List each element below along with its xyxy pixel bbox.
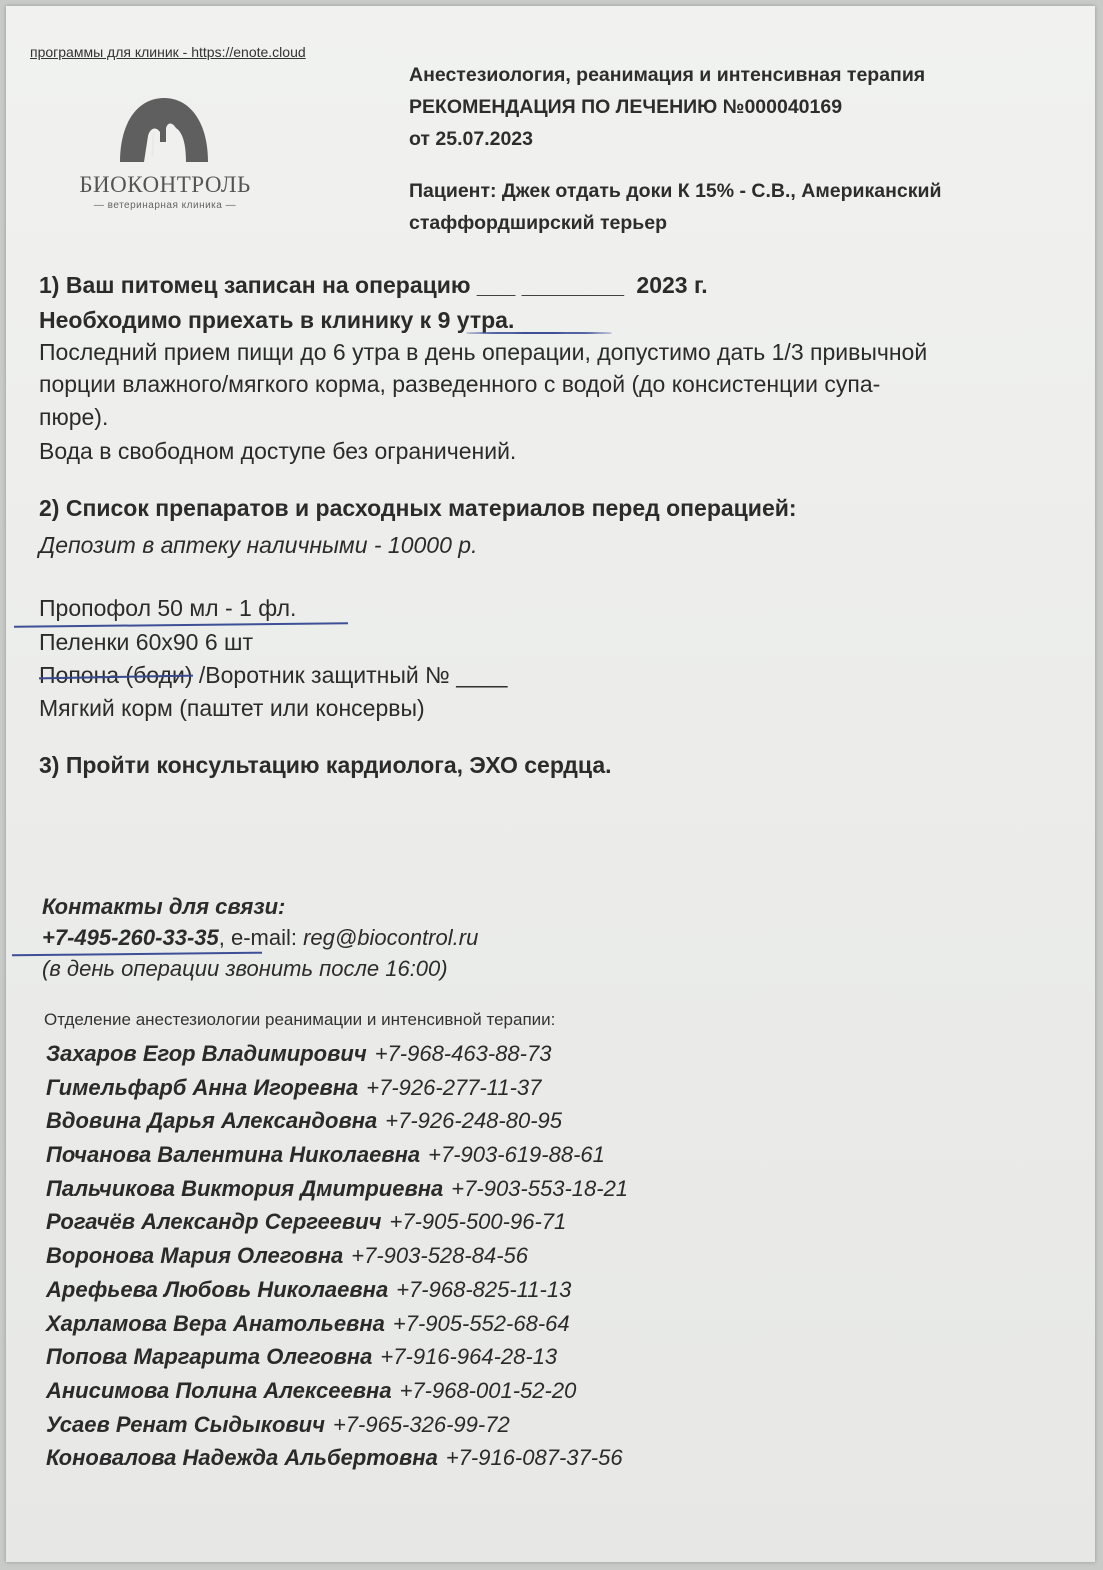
staff-name: Захаров Егор Владимирович: [46, 1041, 367, 1066]
feeding-line-2: порции влажного/мягкого корма, разведенного с водой (до консистенции супа-: [39, 371, 881, 397]
water-line: Вода в свободном доступе без ограничений.: [39, 438, 517, 464]
department-heading: Анестезиология, реанимация и интенсивная терапия: [409, 64, 926, 86]
staff-name: Анисимова Полина Алексеевна: [46, 1377, 392, 1403]
supply-collar-line: [39, 662, 507, 689]
call-note: (в день операции звонить после 16:00): [42, 956, 448, 981]
staff-row: [46, 1374, 628, 1408]
supply-soft-food: Мягкий корм (паштет или консервы): [39, 695, 425, 721]
staff-row: [46, 1071, 628, 1105]
pharmacy-deposit: Депозит в аптеку наличными - 10000 р.: [39, 532, 478, 558]
surgery-year: 2023 г.: [636, 272, 708, 298]
staff-name: Гимельфарб Анна Игоревна: [46, 1074, 359, 1100]
cardiology-instruction: 3) Пройти консультацию кардиолога, ЭХО сердца.: [39, 752, 612, 778]
staff-row: [46, 1273, 628, 1307]
contacts-line: [42, 925, 478, 951]
staff-name: Рогачёв Александр Сергеевич: [46, 1209, 382, 1235]
staff-row: [46, 1138, 628, 1172]
supply-collar: /Воротник защитный № ____: [192, 662, 508, 688]
staff-row: [46, 1172, 628, 1206]
staff-row: [46, 1239, 628, 1273]
ink-underline-arrival: [466, 332, 612, 334]
patient-line-2: стаффордширский терьер: [409, 212, 668, 234]
surgery-date-line: [39, 272, 708, 299]
document-date: от 25.07.2023: [409, 128, 533, 150]
staff-name: Попова Маргарита Олеговна: [46, 1344, 373, 1370]
contacts-title: Контакты для связи:: [42, 894, 286, 919]
feeding-line-1: Последний прием пищи до 6 утра в день операции, допустимо дать 1/3 привычной: [39, 339, 928, 365]
surgery-date-prefix: 1) Ваш питомец записан на операцию ___ ________: [39, 272, 625, 298]
clinic-logo: [70, 92, 260, 217]
staff-phone[interactable]: +7-926-277-11-37: [366, 1074, 542, 1100]
staff-phone[interactable]: +7-916-087-37-56: [445, 1445, 623, 1471]
staff-name: Усаев Ренат Сыдыкович: [46, 1411, 325, 1437]
staff-name: Вдовина Дарья Александовна: [46, 1108, 378, 1134]
staff-phone[interactable]: +7-968-001-52-20: [399, 1377, 577, 1403]
staff-row: [46, 1205, 628, 1239]
staff-row: [46, 1340, 628, 1374]
staff-phone[interactable]: +7-903-528-84-56: [351, 1243, 528, 1269]
supply-propofol: Пропофол 50 мл - 1 фл.: [39, 595, 297, 621]
logo-name: БИОКОНТРОЛЬ: [79, 172, 251, 197]
source-link[interactable]: программы для клиник - https://enote.cloud: [30, 44, 306, 60]
staff-row: [46, 1408, 628, 1442]
supply-diapers: Пеленки 60х90 6 шт: [39, 629, 253, 655]
staff-phone[interactable]: +7-903-553-18-21: [451, 1175, 629, 1201]
staff-phone[interactable]: +7-968-463-88-73: [374, 1041, 552, 1066]
staff-name: Пальчикова Виктория Дмитриевна: [46, 1175, 444, 1201]
email-prefix: , e-mail:: [218, 925, 304, 950]
staff-phone[interactable]: +7-903-619-88-61: [428, 1142, 605, 1168]
staff-phone[interactable]: +7-968-825-11-13: [396, 1276, 572, 1302]
staff-name: Харламова Вера Анатольевна: [46, 1310, 385, 1336]
staff-row: [46, 1104, 628, 1138]
supplies-title: 2) Список препаратов и расходных материалов перед операцией:: [39, 495, 797, 521]
document-sheet: [6, 6, 1095, 1562]
department-title: Отделение анестезиологии реанимации и интенсивной терапии:: [44, 1010, 556, 1029]
patient-line-1: Пациент: Джек отдать доки К 15% - С.В., Американский: [409, 180, 942, 202]
clinic-email[interactable]: reg@biocontrol.ru: [303, 925, 479, 950]
staff-name: Воронова Мария Олеговна: [46, 1243, 344, 1269]
feeding-line-3: пюре).: [39, 404, 109, 430]
document-title: РЕКОМЕНДАЦИЯ ПО ЛЕЧЕНИЮ №000040169: [409, 96, 843, 118]
staff-phone[interactable]: +7-905-500-96-71: [389, 1209, 567, 1235]
supply-blanket-struck: Попона (боди): [39, 662, 193, 688]
ink-underline-propofol: [14, 622, 348, 627]
logo-subtitle: — ветеринарная клиника —: [93, 200, 237, 211]
staff-list: [46, 1037, 628, 1475]
staff-phone[interactable]: +7-905-552-68-64: [392, 1310, 570, 1336]
staff-name: Коновалова Надежда Альбертовна: [46, 1445, 438, 1471]
staff-row: [46, 1307, 628, 1341]
staff-row: [46, 1441, 628, 1475]
staff-phone[interactable]: +7-965-326-99-72: [332, 1411, 510, 1437]
staff-phone[interactable]: +7-916-964-28-13: [380, 1344, 558, 1370]
staff-name: Арефьева Любовь Николаевна: [46, 1276, 389, 1302]
staff-name: Почанова Валентина Николаевна: [46, 1142, 421, 1168]
arrival-time-line: Необходимо приехать в клинику к 9 утра.: [39, 307, 515, 333]
staff-row: [46, 1037, 628, 1071]
clinic-phone[interactable]: +7-495-260-33-35: [42, 925, 219, 950]
staff-phone[interactable]: +7-926-248-80-95: [385, 1108, 563, 1134]
logo-emblem-icon: [116, 92, 212, 164]
